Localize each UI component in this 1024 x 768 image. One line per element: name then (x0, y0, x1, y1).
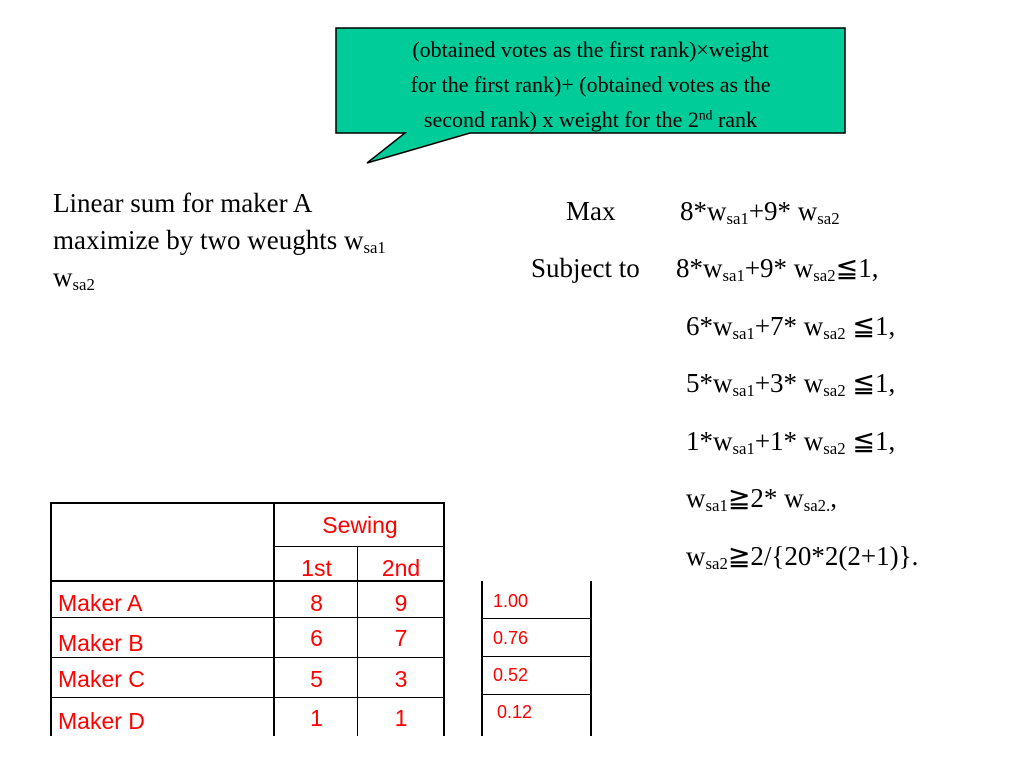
column-header-1st: 1st (301, 555, 332, 581)
cell-maker-c-2nd: 3 (394, 666, 408, 692)
table-border (274, 546, 445, 547)
column-header-2nd: 2nd (381, 555, 421, 581)
callout-line-3: second rank) x weight for the 2nd rank (423, 107, 758, 132)
result-maker-b: 0.76 (493, 628, 529, 648)
max-label: Max (566, 196, 616, 226)
table-border (52, 657, 445, 658)
description (53, 185, 493, 296)
constraint-4: $1*w_{sa1}+1*$ $w_{sa2}$ ≦1, (686, 426, 896, 459)
subject-to-label: Subject to (531, 253, 640, 283)
table-border (52, 617, 445, 618)
row-label-maker-d: Maker D (58, 708, 145, 734)
results-border (481, 618, 592, 619)
description-line-3: $w_{sa2}$ (53, 262, 95, 295)
constraint-5: $w_{sa1}≧2*$ $w_{sa2.}$, (686, 483, 837, 516)
description-line-2: maximize by two weughts $w_{sa1}$ (53, 225, 386, 258)
callout-line-1: (obtained votes as the first rank)×weight (412, 37, 769, 62)
results-border (481, 656, 592, 657)
cell-maker-d-2nd: 1 (394, 705, 408, 731)
row-label-maker-b: Maker B (58, 630, 144, 656)
cell-maker-b-1st: 6 (310, 625, 323, 651)
cell-maker-a-2nd: 9 (394, 590, 408, 616)
table-header-sewing: Sewing (322, 512, 398, 538)
row-label-maker-a: Maker A (58, 590, 143, 616)
cell-maker-c-1st: 5 (310, 666, 323, 692)
result-maker-a: 1.00 (493, 591, 529, 611)
callout-text (336, 32, 845, 137)
result-maker-c: 0.52 (493, 665, 529, 685)
objective-expression: $8*w_{sa1}+9*$ $w_{sa2}$ (680, 196, 840, 229)
constraint-3: $5*w_{sa1}+3*$ $w_{sa2}$ ≦1, (686, 368, 896, 401)
table-border (52, 502, 445, 504)
callout-line-2: for the first rank)+ (obtained votes as the (410, 72, 771, 97)
table-border (52, 697, 445, 698)
cell-maker-d-1st: 1 (310, 705, 323, 731)
row-label-maker-c: Maker C (58, 666, 145, 692)
constraint-2: $6*w_{sa1}+7*$ $w_{sa2}$ ≦1, (686, 311, 896, 344)
constraint-1: $8*w_{sa1}+9*$ $w_{sa2}≦1$, (676, 253, 879, 286)
results-border (481, 581, 483, 736)
results-border (590, 581, 592, 736)
table-border (273, 502, 275, 736)
constraint-6: $w_{sa2}≧2/\{20*2(2+1)\}$. (686, 541, 919, 574)
cell-maker-a-1st: 8 (310, 590, 323, 616)
table-border (50, 502, 52, 736)
description-line-1: Linear sum for maker A (53, 188, 313, 218)
cell-maker-b-2nd: 7 (394, 625, 408, 651)
results-border (481, 694, 592, 695)
result-maker-d: 0.12 (497, 702, 533, 722)
